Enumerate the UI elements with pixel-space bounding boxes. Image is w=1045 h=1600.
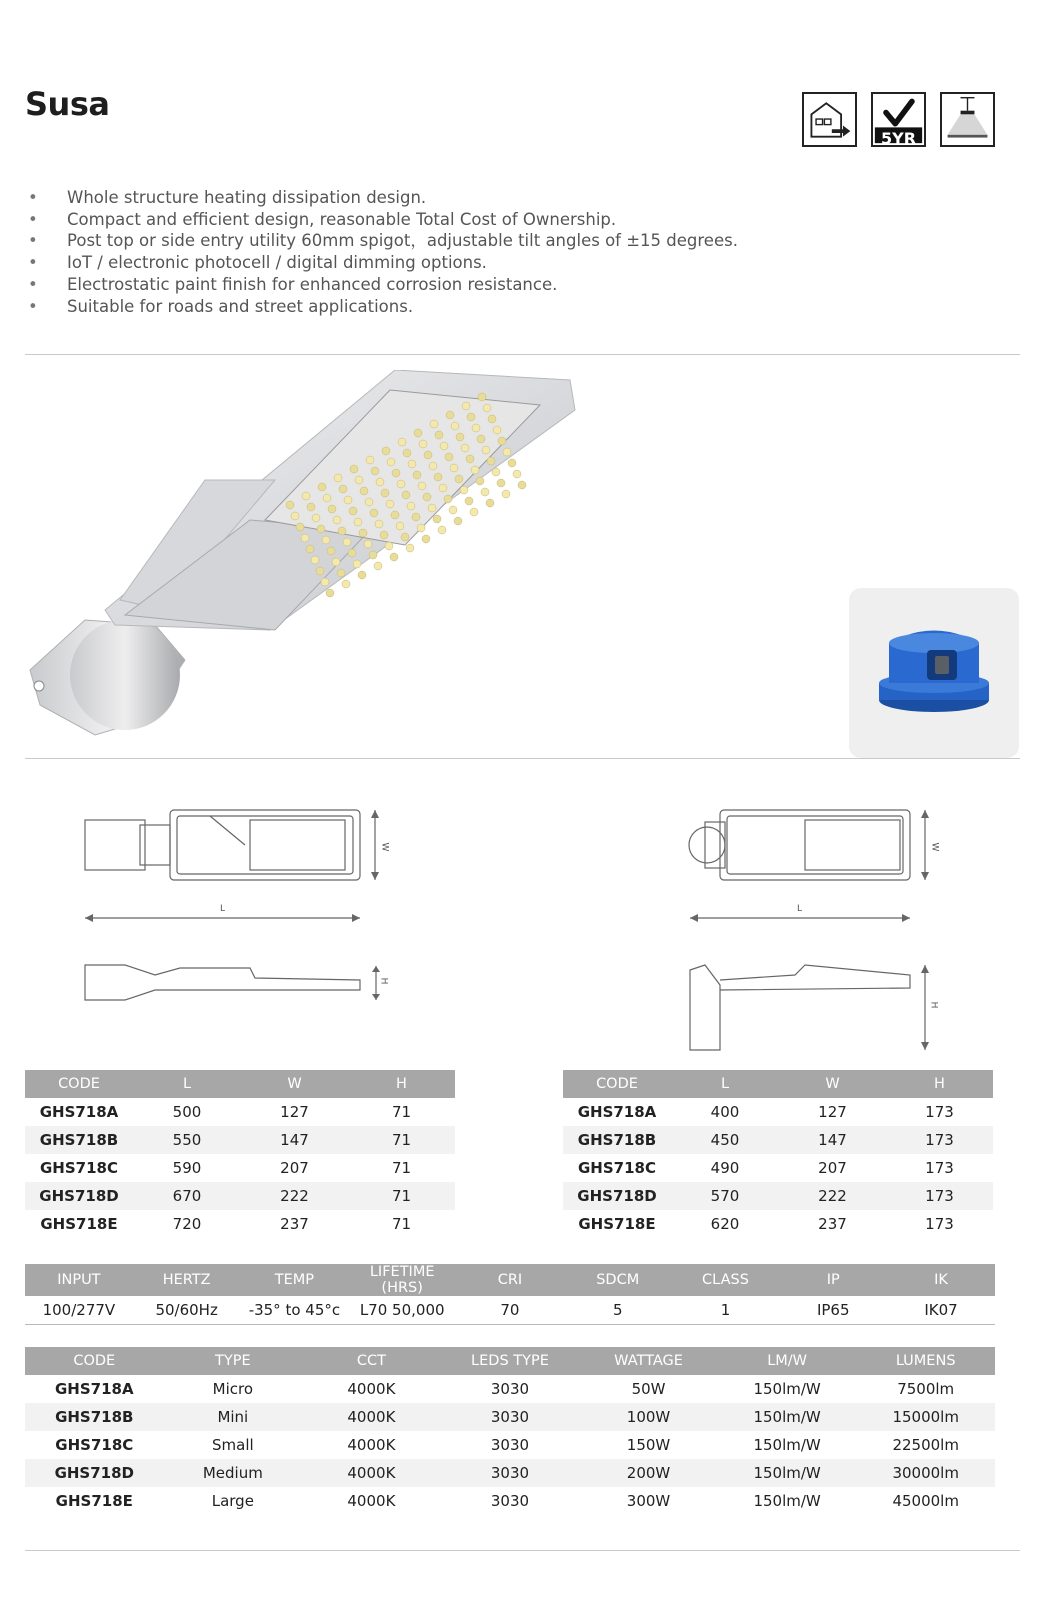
led-dot	[476, 477, 484, 485]
dimensions-table-top	[563, 1070, 993, 1238]
led-dot	[337, 569, 345, 577]
col-header: CODE	[25, 1347, 164, 1375]
cell: 200W	[579, 1459, 718, 1487]
led-dot	[493, 426, 501, 434]
divider	[25, 1550, 1020, 1551]
led-dot	[401, 533, 409, 541]
warranty-label: 5YR	[880, 129, 917, 148]
led-dot	[477, 435, 485, 443]
warranty-5yr-icon	[871, 92, 926, 147]
led-dot	[338, 527, 346, 535]
cell: 7500lm	[897, 1380, 955, 1398]
cell: 590	[172, 1159, 202, 1177]
specs-table	[25, 1264, 995, 1325]
cell-code: GHS718C	[40, 1159, 118, 1177]
cell: 550	[133, 1126, 241, 1154]
col-header: L	[133, 1070, 241, 1098]
cell: 22500lm	[892, 1436, 959, 1454]
led-dot	[332, 558, 340, 566]
col-header: W	[241, 1070, 348, 1098]
cell: 720	[172, 1215, 202, 1233]
led-dot	[472, 424, 480, 432]
led-dot	[402, 491, 410, 499]
cell: 670	[133, 1182, 241, 1210]
led-dot	[444, 495, 452, 503]
cell-code: GHS718A	[54, 1380, 134, 1398]
cell-code: GHS718B	[563, 1126, 671, 1154]
led-dot	[355, 476, 363, 484]
led-dot	[422, 535, 430, 543]
led-dot	[391, 511, 399, 519]
cell: 4000K	[347, 1492, 396, 1510]
led-dot	[360, 487, 368, 495]
cell: 150lm/W	[718, 1459, 857, 1487]
led-dot	[358, 571, 366, 579]
led-dot	[481, 488, 489, 496]
cell-code: GHS718C	[55, 1436, 134, 1454]
table-row	[25, 1403, 995, 1431]
led-dot	[316, 567, 324, 575]
led-dot	[492, 468, 500, 476]
feature-item: • Post top or side entry utility 60mm spigot，adjustable tilt angles of ±15 degrees.	[25, 230, 738, 252]
cell-code: GHS718C	[578, 1159, 656, 1177]
led-dot	[429, 462, 437, 470]
col-header: IK	[887, 1264, 995, 1296]
cell: 71	[348, 1126, 455, 1154]
led-dot	[434, 473, 442, 481]
led-dot	[312, 514, 320, 522]
cell: 50/60Hz	[133, 1296, 241, 1325]
led-dot	[435, 431, 443, 439]
feature-item: • Suitable for roads and street applications.	[25, 296, 738, 318]
col-header: CCT	[302, 1347, 441, 1375]
col-header: TYPE	[164, 1347, 303, 1375]
divider	[25, 758, 1020, 759]
led-dot	[403, 449, 411, 457]
led-dot	[417, 524, 425, 532]
cell: 127	[818, 1103, 847, 1121]
dimensions-table-side	[25, 1070, 455, 1238]
led-dot	[467, 413, 475, 421]
col-header: H	[348, 1070, 455, 1098]
cell: 45000lm	[892, 1492, 959, 1510]
col-header: CLASS	[672, 1264, 780, 1296]
led-dot	[353, 560, 361, 568]
cell: 237	[818, 1215, 847, 1233]
col-header: TEMP	[241, 1264, 349, 1296]
cell: 500	[172, 1103, 202, 1121]
cell-code: GHS718D	[25, 1182, 133, 1210]
table-row	[563, 1210, 993, 1238]
led-dot	[318, 483, 326, 491]
led-dot	[412, 513, 420, 521]
side-entry-drawing	[80, 800, 400, 1010]
cell: 4000K	[302, 1459, 441, 1487]
photocell-photo	[849, 588, 1019, 758]
led-dot	[382, 447, 390, 455]
cell: 3030	[441, 1403, 580, 1431]
led-dot	[471, 466, 479, 474]
led-dot	[418, 482, 426, 490]
led-dot	[440, 442, 448, 450]
cell: 237	[280, 1215, 309, 1233]
post-top-drawing	[685, 800, 945, 1060]
cell: 173	[886, 1182, 993, 1210]
led-dot	[307, 503, 315, 511]
cell: -35° to 45°c	[241, 1296, 349, 1325]
led-dot	[407, 502, 415, 510]
led-dot	[317, 525, 325, 533]
divider	[25, 354, 1020, 355]
street-light-photo	[25, 370, 585, 750]
cell: 400	[710, 1103, 740, 1121]
cell: IK07	[887, 1296, 995, 1325]
cell-code: GHS718E	[55, 1492, 133, 1510]
cell: 127	[280, 1103, 309, 1121]
led-dot	[408, 460, 416, 468]
led-dot	[450, 464, 458, 472]
cell: 300W	[626, 1492, 671, 1510]
led-dot	[478, 393, 486, 401]
led-dot	[428, 504, 436, 512]
cell: L70 50,000	[348, 1296, 456, 1325]
led-dot	[414, 429, 422, 437]
led-dot	[455, 475, 463, 483]
cell-code: GHS718D	[563, 1182, 671, 1210]
cell: Large	[211, 1492, 254, 1510]
led-dot	[371, 467, 379, 475]
dim-h-label: H	[928, 1001, 939, 1009]
table-row	[563, 1182, 993, 1210]
led-dot	[497, 479, 505, 487]
table-row	[25, 1182, 455, 1210]
cell: 173	[925, 1215, 954, 1233]
led-dot	[369, 551, 377, 559]
led-dot	[390, 553, 398, 561]
cell: 173	[925, 1159, 954, 1177]
led-dot	[365, 498, 373, 506]
cell-code: GHS718B	[25, 1403, 164, 1431]
cell: 150W	[626, 1436, 671, 1454]
led-dot	[482, 446, 490, 454]
led-dot	[518, 481, 526, 489]
cell: 5	[564, 1296, 672, 1325]
table-row	[25, 1154, 455, 1182]
led-dot	[508, 459, 516, 467]
cell: Medium	[164, 1459, 303, 1487]
led-dot	[430, 420, 438, 428]
col-header: W	[779, 1070, 886, 1098]
led-dot	[433, 515, 441, 523]
led-dot	[286, 501, 294, 509]
cell: 150lm/W	[753, 1492, 821, 1510]
led-dot	[486, 499, 494, 507]
led-dot	[396, 522, 404, 530]
led-dot	[343, 538, 351, 546]
cell: 71	[391, 1159, 412, 1177]
led-dot	[406, 544, 414, 552]
col-header: CODE	[25, 1070, 133, 1098]
led-dot	[348, 549, 356, 557]
col-header: HERTZ	[133, 1264, 241, 1296]
led-dot	[374, 562, 382, 570]
cell-code: GHS718B	[25, 1126, 133, 1154]
led-dot	[470, 508, 478, 516]
led-dot	[364, 540, 372, 548]
led-dot	[328, 505, 336, 513]
led-dot	[306, 545, 314, 553]
cell: 4000K	[347, 1436, 396, 1454]
cell: 173	[886, 1126, 993, 1154]
cell-code: GHS718E	[578, 1215, 656, 1233]
table-row	[25, 1459, 995, 1487]
table-row	[25, 1487, 995, 1515]
cell: 50W	[631, 1380, 666, 1398]
cell: 3030	[490, 1492, 530, 1510]
cell: 222	[241, 1182, 348, 1210]
led-dot	[339, 485, 347, 493]
cell-code: GHS718A	[39, 1103, 119, 1121]
led-dot	[398, 438, 406, 446]
led-dot	[461, 444, 469, 452]
led-dot	[359, 529, 367, 537]
col-header: L	[671, 1070, 779, 1098]
col-header: LUMENS	[856, 1347, 995, 1375]
led-dot	[321, 578, 329, 586]
cell: 207	[818, 1159, 847, 1177]
led-dot	[323, 494, 331, 502]
col-header: CRI	[456, 1264, 564, 1296]
cell: 147	[779, 1126, 886, 1154]
dim-l-label: L	[220, 904, 226, 914]
cell: 3030	[490, 1436, 530, 1454]
cell-code: GHS718A	[577, 1103, 657, 1121]
table-row	[25, 1296, 995, 1325]
cell: 173	[925, 1103, 954, 1121]
led-dot	[465, 497, 473, 505]
table-row	[25, 1126, 455, 1154]
cell: 490	[710, 1159, 740, 1177]
cell: 71	[391, 1215, 412, 1233]
dim-l-label: L	[797, 904, 803, 914]
led-dot	[375, 520, 383, 528]
led-dot	[449, 506, 457, 514]
led-dot	[334, 474, 342, 482]
col-header: LM/W	[718, 1347, 857, 1375]
cell: 100/277V	[25, 1296, 133, 1325]
led-dot	[327, 547, 335, 555]
led-dot	[462, 402, 470, 410]
led-dot	[454, 517, 462, 525]
led-dot	[460, 486, 468, 494]
cell: 150lm/W	[718, 1403, 857, 1431]
feature-item: • Electrostatic paint finish for enhanced corrosion resistance.	[25, 274, 738, 296]
led-dot	[366, 456, 374, 464]
led-dot	[423, 493, 431, 501]
led-dot	[397, 480, 405, 488]
indoor-outdoor-icon	[802, 92, 857, 147]
cell: 100W	[579, 1403, 718, 1431]
dim-w-label: W	[379, 842, 390, 852]
led-dot	[445, 453, 453, 461]
cell: 4000K	[302, 1403, 441, 1431]
led-dot	[386, 500, 394, 508]
col-header: WATTAGE	[579, 1347, 718, 1375]
cell: Micro	[212, 1380, 254, 1398]
col-header: H	[886, 1070, 993, 1098]
led-dot	[354, 518, 362, 526]
cell: 150lm/W	[753, 1380, 821, 1398]
col-header: INPUT	[25, 1264, 133, 1296]
table-row	[25, 1098, 455, 1126]
led-dot	[487, 457, 495, 465]
led-dot	[483, 404, 491, 412]
led-dot	[502, 490, 510, 498]
led-dot	[466, 455, 474, 463]
led-dot	[446, 411, 454, 419]
cell: 207	[280, 1159, 309, 1177]
led-dot	[296, 523, 304, 531]
cell: 15000lm	[856, 1403, 995, 1431]
col-header: LEDS TYPE	[441, 1347, 580, 1375]
table-row	[25, 1375, 995, 1403]
pendant-light-icon	[940, 92, 995, 147]
led-dot	[380, 531, 388, 539]
table-row	[563, 1126, 993, 1154]
dim-h-label: H	[378, 977, 389, 985]
cell: 147	[241, 1126, 348, 1154]
led-dot	[385, 542, 393, 550]
led-dot	[344, 496, 352, 504]
feature-list	[25, 187, 738, 317]
col-header: CODE	[563, 1070, 671, 1098]
led-dot	[488, 415, 496, 423]
led-dot	[370, 509, 378, 517]
cell: Mini	[164, 1403, 303, 1431]
cell-code: GHS718E	[40, 1215, 118, 1233]
led-dot	[498, 437, 506, 445]
led-dot	[419, 440, 427, 448]
led-dot	[322, 536, 330, 544]
cell: 70	[456, 1296, 564, 1325]
led-dot	[513, 470, 521, 478]
led-dot	[311, 556, 319, 564]
led-dot	[302, 492, 310, 500]
cell: 450	[671, 1126, 779, 1154]
cell: 222	[779, 1182, 886, 1210]
cell: Small	[212, 1436, 254, 1454]
cell: 71	[391, 1103, 412, 1121]
dim-w-label: W	[929, 842, 940, 852]
table-row	[25, 1210, 455, 1238]
led-dot	[376, 478, 384, 486]
cell: 4000K	[347, 1380, 396, 1398]
led-dot	[326, 589, 334, 597]
cell: IP65	[779, 1296, 887, 1325]
feature-item: • Whole structure heating dissipation design.	[25, 187, 738, 209]
led-dot	[439, 484, 447, 492]
cell: 1	[672, 1296, 780, 1325]
cell: 570	[671, 1182, 779, 1210]
col-header: LIFETIME (HRS)	[348, 1264, 456, 1296]
led-dot	[333, 516, 341, 524]
col-header: IP	[779, 1264, 887, 1296]
cell: 3030	[441, 1459, 580, 1487]
led-dot	[350, 465, 358, 473]
cell: 71	[348, 1182, 455, 1210]
led-dot	[456, 433, 464, 441]
led-dot	[392, 469, 400, 477]
table-row	[563, 1098, 993, 1126]
led-dot	[301, 534, 309, 542]
led-dot	[381, 489, 389, 497]
product-title: Susa	[25, 85, 110, 123]
led-dot	[424, 451, 432, 459]
cell: 620	[710, 1215, 740, 1233]
table-row	[25, 1431, 995, 1459]
led-dot	[387, 458, 395, 466]
feature-item: • Compact and efficient design, reasonable Total Cost of Ownership.	[25, 209, 738, 231]
led-dot	[451, 422, 459, 430]
cell: 3030	[490, 1380, 530, 1398]
cell: 150lm/W	[753, 1436, 821, 1454]
table-row	[563, 1154, 993, 1182]
led-dot	[291, 512, 299, 520]
col-header: SDCM	[564, 1264, 672, 1296]
certification-badges	[802, 92, 995, 147]
led-dot	[413, 471, 421, 479]
led-dot	[342, 580, 350, 588]
led-dot	[349, 507, 357, 515]
led-dot	[503, 448, 511, 456]
led-dot	[438, 526, 446, 534]
cell-code: GHS718D	[25, 1459, 164, 1487]
cell: 30000lm	[856, 1459, 995, 1487]
models-table	[25, 1347, 995, 1515]
feature-item: • IoT / electronic photocell / digital dimming options.	[25, 252, 738, 274]
